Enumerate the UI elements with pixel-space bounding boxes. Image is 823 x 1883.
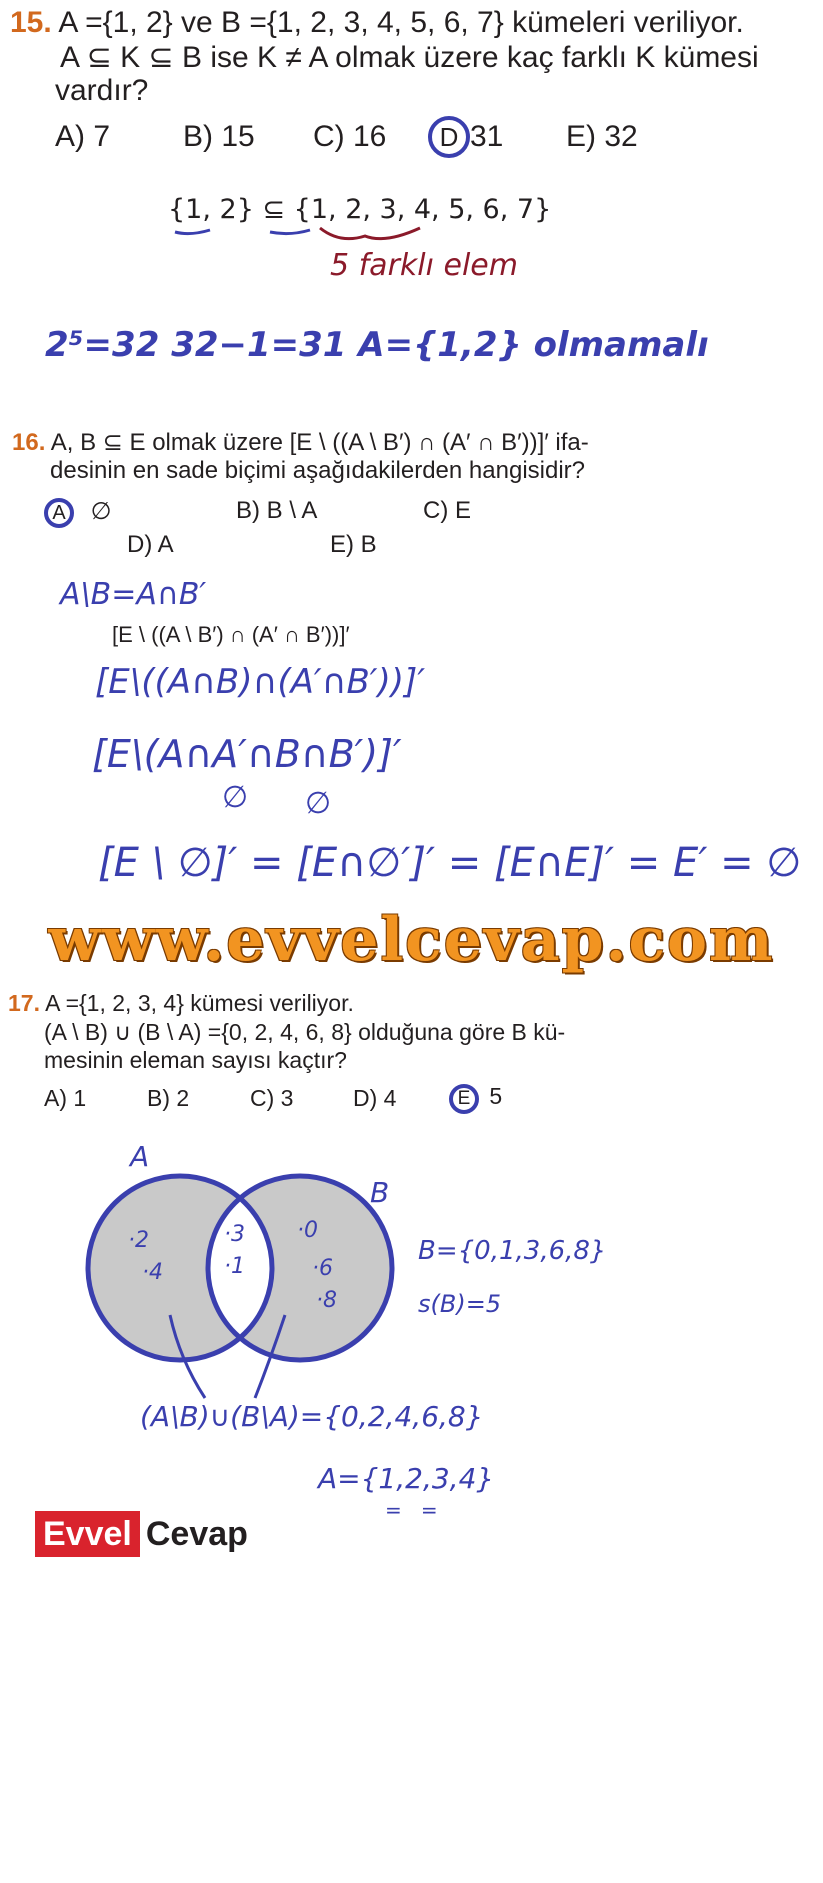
q15-option-d[interactable] <box>428 116 503 158</box>
q15-work-set: {1, 2} ⊆ {1, 2, 3, 4, 5, 6, 7} <box>168 194 552 225</box>
q17-option-e-value: 5 <box>489 1083 503 1109</box>
q15-work-result: 2⁵=32 32−1=31 A={1,2} olmamalı <box>45 325 709 365</box>
venn-b-only-3: ·8 <box>316 1288 337 1313</box>
logo-black: Cevap <box>145 1515 248 1553</box>
watermark: www.evvelcevap.com <box>48 905 775 975</box>
q16-text-1: A, B ⊆ E olmak üzere [E \ ((A \ B′) ∩ (A′ ∩ B′))]′ ifa- <box>50 429 589 456</box>
q16-work-3: [E\((A∩B)∩(A′∩B′))]′ <box>95 662 426 702</box>
q17-option-c[interactable]: C) 3 <box>250 1085 294 1111</box>
q16-answer-circle: A <box>44 498 74 528</box>
q15-text-3: vardır? <box>55 74 149 107</box>
q17-b-set: B={0,1,3,6,8} <box>418 1236 607 1266</box>
q16-option-b[interactable]: B) B \ A <box>236 497 318 524</box>
q17-sB: s(B)=5 <box>418 1290 502 1318</box>
q17-option-d[interactable]: D) 4 <box>353 1085 397 1111</box>
q17-text-1: A ={1, 2, 3, 4} kümesi veriliyor. <box>45 990 354 1016</box>
q15-option-d-value: 31 <box>470 120 504 153</box>
q16-text-2: desinin en sade biçimi aşağıdakilerden hangisidir? <box>50 457 585 484</box>
venn-label-a: A <box>130 1140 150 1173</box>
q16-work-2: [E \ ((A \ B′) ∩ (A′ ∩ B′))]′ <box>112 622 350 647</box>
q15-line1 <box>10 6 744 40</box>
venn-b-only-2: ·6 <box>312 1256 333 1281</box>
q16-number: 16. <box>12 429 46 456</box>
q17-answer-circle: E <box>449 1084 479 1114</box>
q17-option-b[interactable]: B) 2 <box>147 1085 190 1111</box>
q17-line1 <box>8 990 354 1017</box>
q17-a-set: A={1,2,3,4} <box>318 1462 495 1495</box>
q16-work-5: [E \ ∅]′ = [E∩∅′]′ = [E∩E]′ = E′ = ∅ <box>98 840 802 886</box>
q17-text-2: (A \ B) ∪ (B \ A) ={0, 2, 4, 6, 8} olduğuna göre B kü- <box>44 1019 566 1045</box>
venn-a-only-2: ·4 <box>142 1260 163 1285</box>
q16-option-a-value: ∅ <box>90 498 112 525</box>
q15-number: 15. <box>10 6 52 39</box>
venn-label-b: B <box>370 1176 390 1209</box>
q15-option-e[interactable]: E) 32 <box>566 120 638 153</box>
q17-sym-diff: (A\B)∪(B\A)={0,2,4,6,8} <box>140 1400 484 1433</box>
logo-red: Evvel <box>35 1511 140 1557</box>
venn-both-1: ·3 <box>224 1222 245 1247</box>
q17-marks: = = <box>385 1498 438 1522</box>
venn-pointer-lines <box>160 1310 300 1410</box>
q16-work-4a: ∅ <box>222 780 249 815</box>
q15-option-b[interactable]: B) 15 <box>183 120 255 153</box>
q15-text-2: A ⊆ K ⊆ B ise K ≠ A olmak üzere kaç farklı K kümesi <box>60 41 759 74</box>
q17-option-a[interactable]: A) 1 <box>44 1085 87 1111</box>
q16-line1 <box>12 428 589 457</box>
logo <box>35 1515 248 1554</box>
venn-b-only-1: ·0 <box>297 1218 318 1243</box>
q16-option-e[interactable]: E) B <box>330 531 377 558</box>
q16-option-d[interactable]: D) A <box>127 531 174 558</box>
q16-work-1: A\B=A∩B′ <box>60 577 207 612</box>
q17-number: 17. <box>8 990 40 1016</box>
q15-text-1: A ={1, 2} ve B ={1, 2, 3, 4, 5, 6, 7} kümeleri veriliyor. <box>58 6 744 39</box>
venn-both-2: ·1 <box>224 1254 245 1279</box>
q15-answer-circle: D <box>428 116 470 158</box>
q16-work-4b: ∅ <box>305 786 332 821</box>
q15-option-a[interactable]: A) 7 <box>55 120 111 153</box>
q15-option-c[interactable]: C) 16 <box>313 120 387 153</box>
q16-option-c[interactable]: C) E <box>423 497 471 524</box>
q15-work-note: 5 farklı elem <box>330 248 518 283</box>
q16-option-a[interactable] <box>44 497 112 528</box>
q16-work-4: [E\(A∩A′∩B∩B′)]′ <box>92 732 402 776</box>
q17-text-3: mesinin eleman sayısı kaçtır? <box>44 1047 347 1073</box>
venn-a-only-1: ·2 <box>128 1228 149 1253</box>
q17-option-e[interactable] <box>449 1083 502 1114</box>
